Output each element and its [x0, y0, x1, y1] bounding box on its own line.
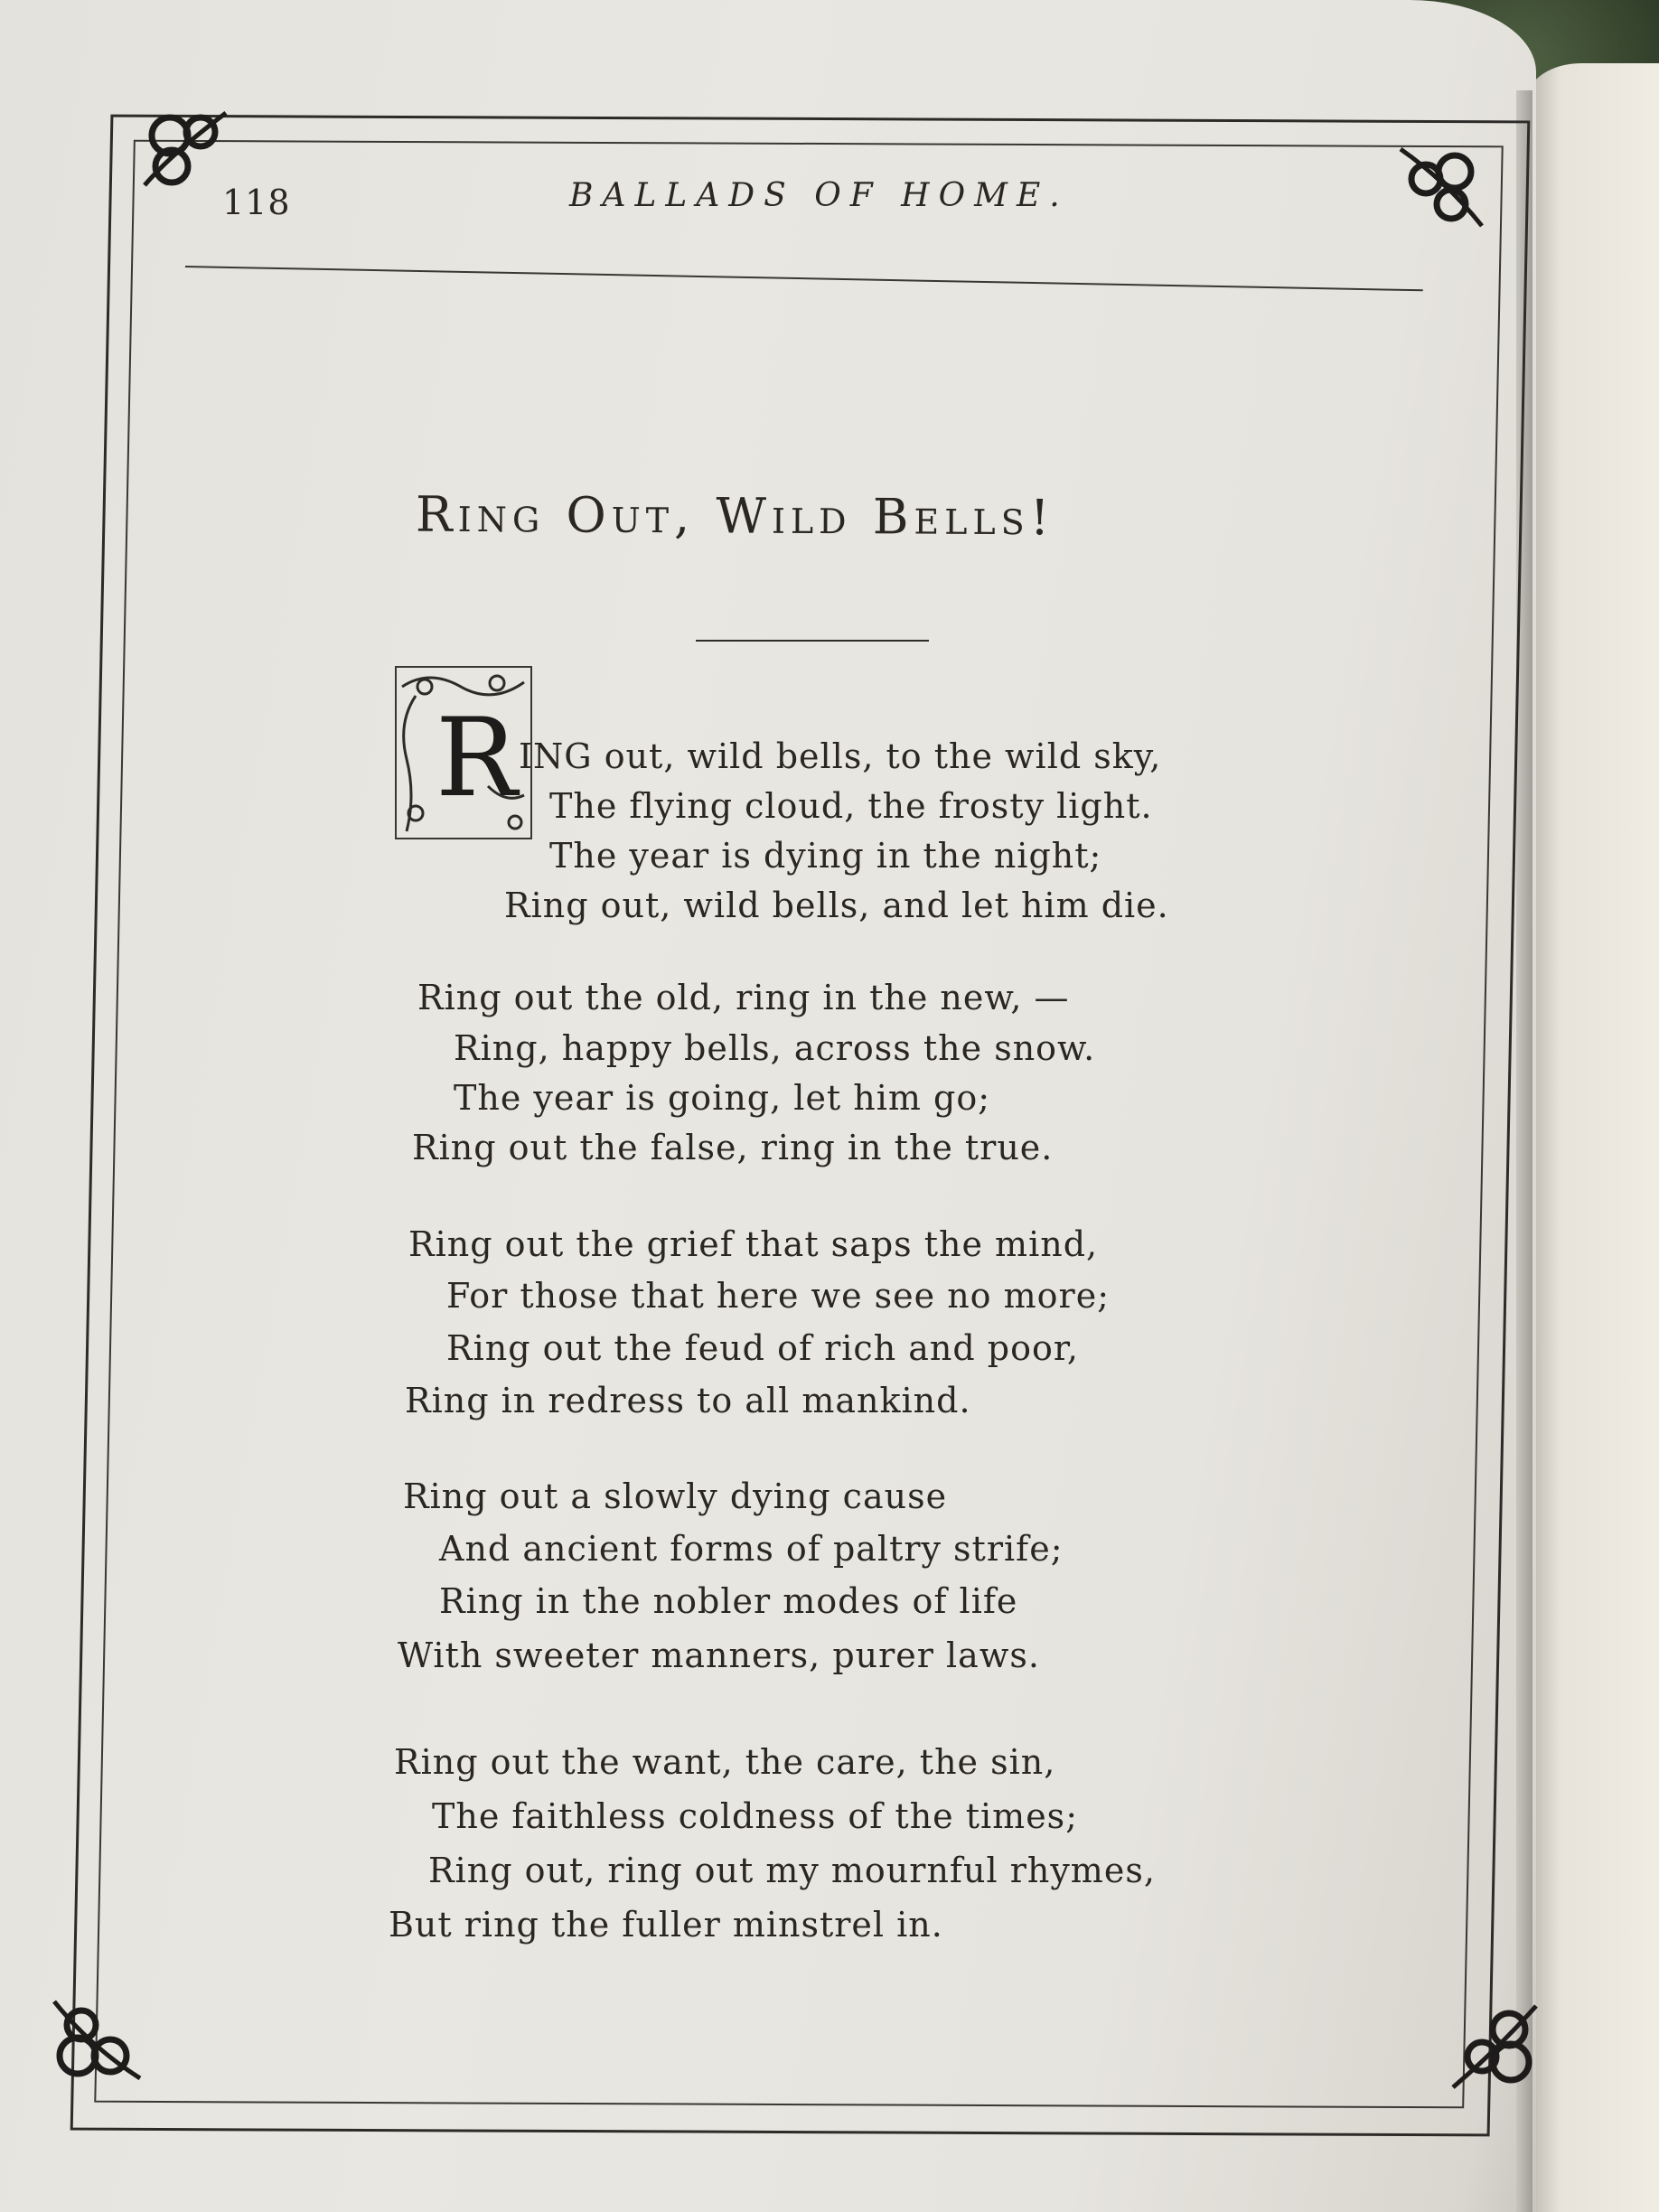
- poem-line: Ring out the false, ring in the true.: [412, 1128, 1054, 1167]
- poem-line: With sweeter manners, purer laws.: [398, 1636, 1040, 1675]
- poem-line: The year is going, let him go;: [454, 1078, 991, 1118]
- poem-line: Ring in the nobler modes of life: [439, 1581, 1018, 1621]
- poem-line: And ancient forms of paltry strife;: [439, 1529, 1064, 1569]
- poem-line: Ring out the want, the care, the sin,: [394, 1742, 1056, 1782]
- scroll-ornament-icon: [1446, 1997, 1545, 2096]
- title-divider: [696, 640, 929, 642]
- poem-line: Ring, happy bells, across the snow.: [454, 1028, 1096, 1068]
- poem-line: The year is dying in the night;: [549, 836, 1102, 876]
- poem-line: ING out, wild bells, to the wild sky,: [519, 736, 1162, 776]
- poem-line: Ring out the feud of rich and poor,: [446, 1328, 1079, 1368]
- poem-line: For those that here we see no more;: [446, 1276, 1110, 1316]
- running-head: BALLADS OF HOME.: [569, 177, 1069, 214]
- poem-line: Ring in redress to all mankind.: [405, 1381, 971, 1420]
- poem-line: Ring out a slowly dying cause: [403, 1476, 948, 1516]
- poem-line: Ring out, wild bells, and let him die.: [504, 886, 1169, 925]
- dropcap-letter: R: [436, 696, 518, 821]
- poem-line: The faithless coldness of the times;: [432, 1796, 1078, 1836]
- poem-line: Ring out the grief that saps the mind,: [408, 1224, 1099, 1264]
- poem-line: Ring out the old, ring in the new, —: [417, 978, 1070, 1017]
- poem-line: But ring the fuller minstrel in.: [389, 1905, 943, 1945]
- scroll-ornament-icon: [45, 1992, 145, 2092]
- scroll-ornament-icon: [136, 99, 235, 199]
- scroll-ornament-icon: [1392, 136, 1491, 235]
- page-number: 118: [222, 183, 291, 222]
- poem-line: Ring out, ring out my mournful rhymes,: [428, 1851, 1156, 1890]
- facing-page: [1527, 63, 1659, 2212]
- poem-line: The flying cloud, the frosty light.: [549, 786, 1153, 826]
- poem-title: Ring Out, Wild Bells!: [415, 485, 1055, 547]
